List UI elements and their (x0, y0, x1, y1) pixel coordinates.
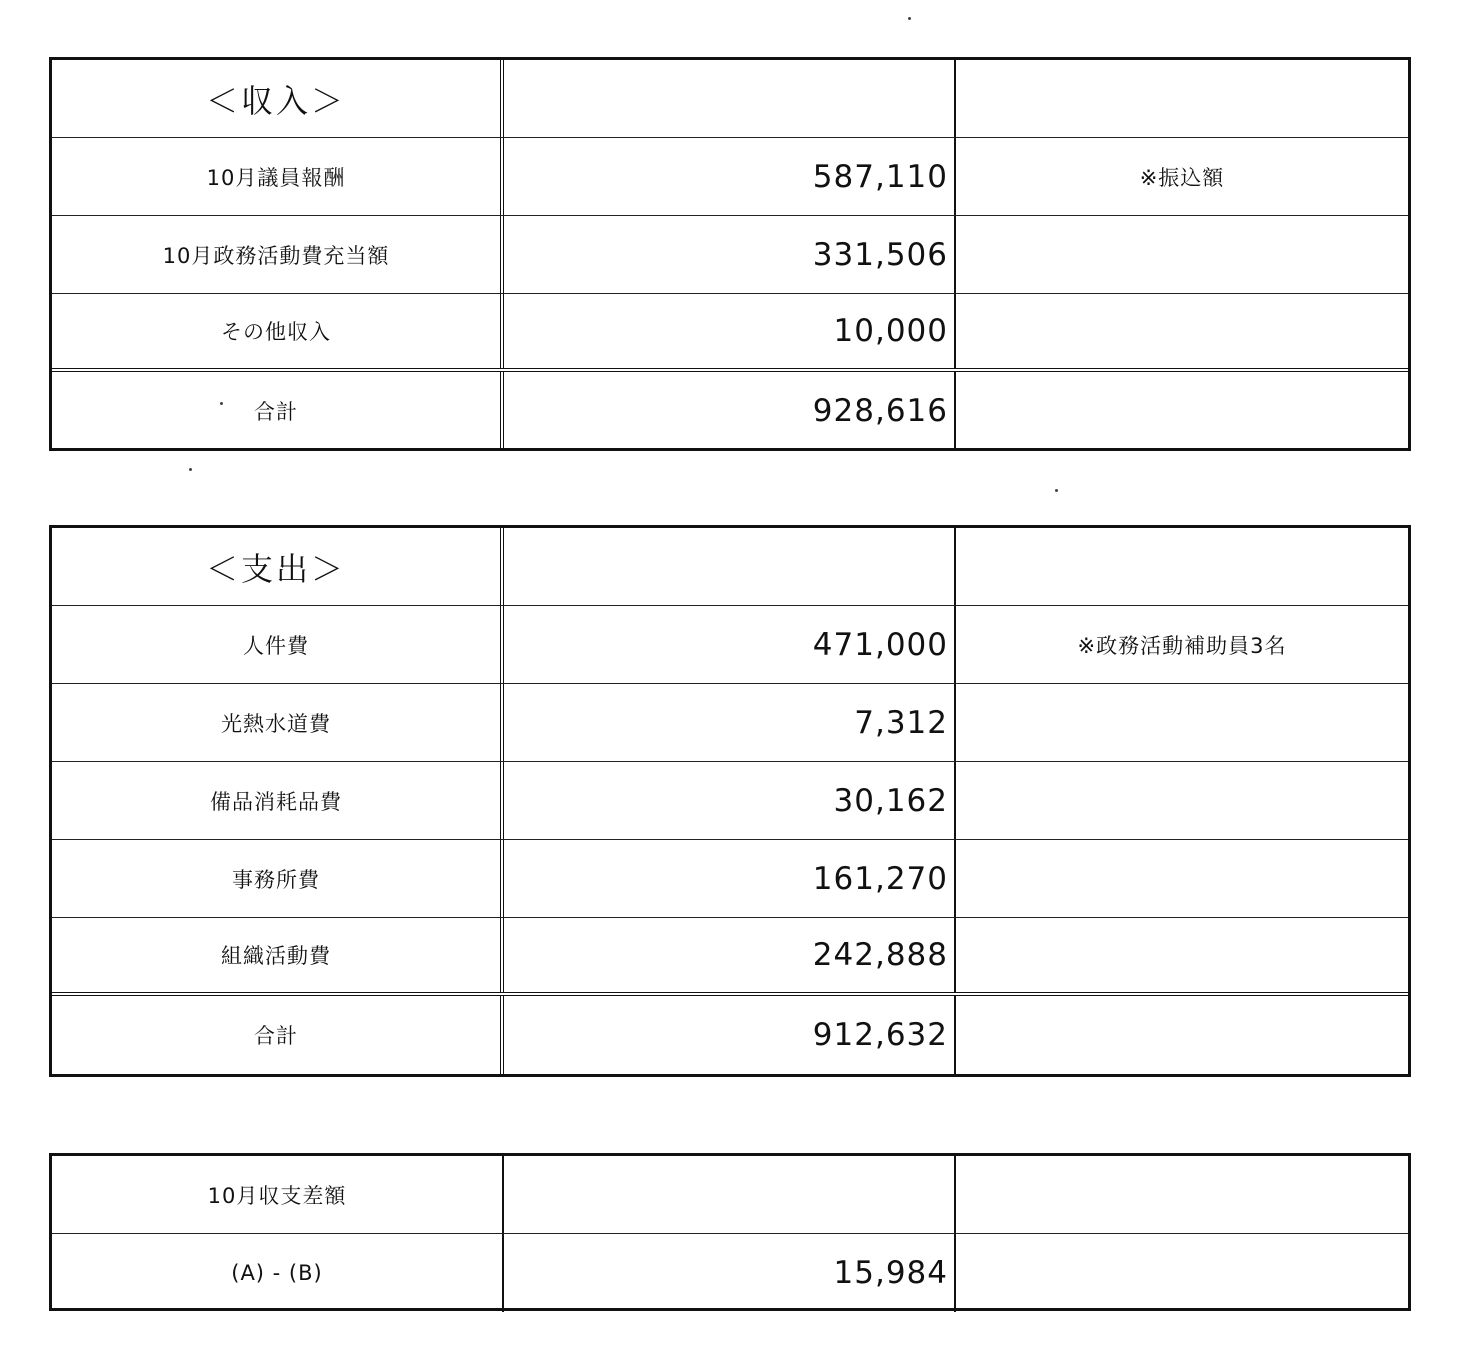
item-note (956, 294, 1408, 368)
item-label: 10月議員報酬 (52, 138, 504, 215)
scan-speck (1055, 489, 1058, 492)
item-note (956, 918, 1408, 992)
table-row (52, 138, 1408, 216)
total-label: 合計 (52, 372, 504, 450)
balance-title: 10月収支差額 (52, 1156, 504, 1233)
item-label: その他収入 (52, 294, 504, 368)
balance-amount: 15,984 (504, 1234, 956, 1312)
total-note (956, 372, 1408, 450)
balance-formula: (A) - (B) (52, 1234, 504, 1312)
item-label: 人件費 (52, 606, 504, 683)
item-amount: 10,000 (504, 294, 956, 368)
total-amount: 928,616 (504, 372, 956, 450)
item-amount: 30,162 (504, 762, 956, 839)
item-amount: 471,000 (504, 606, 956, 683)
expense-table (49, 525, 1411, 1077)
item-amount: 161,270 (504, 840, 956, 917)
income-total-row (52, 372, 1408, 450)
scan-speck (908, 17, 911, 20)
total-label: 合計 (52, 996, 504, 1074)
item-note (956, 840, 1408, 917)
item-note (956, 762, 1408, 839)
item-note: ※振込額 (1139, 165, 1225, 190)
item-note: ※政務活動補助員3名 (1077, 633, 1287, 658)
item-amount: 242,888 (504, 918, 956, 992)
item-note (956, 684, 1408, 761)
balance-table (49, 1153, 1411, 1311)
item-amount: 7,312 (504, 684, 956, 761)
table-row (52, 606, 1408, 684)
item-amount: 331,506 (504, 216, 956, 293)
expense-header-row (52, 528, 1408, 606)
item-label: 組織活動費 (52, 918, 504, 992)
table-row (52, 216, 1408, 294)
income-header-row (52, 60, 1408, 138)
balance-title-row (52, 1156, 1408, 1234)
item-amount: 587,110 (504, 138, 956, 215)
income-header: ＜収入＞ (52, 60, 504, 137)
expense-total-row (52, 996, 1408, 1074)
table-row (52, 762, 1408, 840)
table-row (52, 918, 1408, 996)
total-note (956, 996, 1408, 1074)
expense-header: ＜支出＞ (52, 528, 504, 605)
table-row (52, 840, 1408, 918)
total-amount: 912,632 (504, 996, 956, 1074)
item-label: 10月政務活動費充当額 (52, 216, 504, 293)
item-note (956, 216, 1408, 293)
table-row (52, 294, 1408, 372)
income-table (49, 57, 1411, 451)
table-row (52, 684, 1408, 762)
item-label: 光熱水道費 (52, 684, 504, 761)
scan-speck (189, 468, 192, 471)
item-label: 備品消耗品費 (52, 762, 504, 839)
item-label: 事務所費 (52, 840, 504, 917)
balance-value-row (52, 1234, 1408, 1312)
